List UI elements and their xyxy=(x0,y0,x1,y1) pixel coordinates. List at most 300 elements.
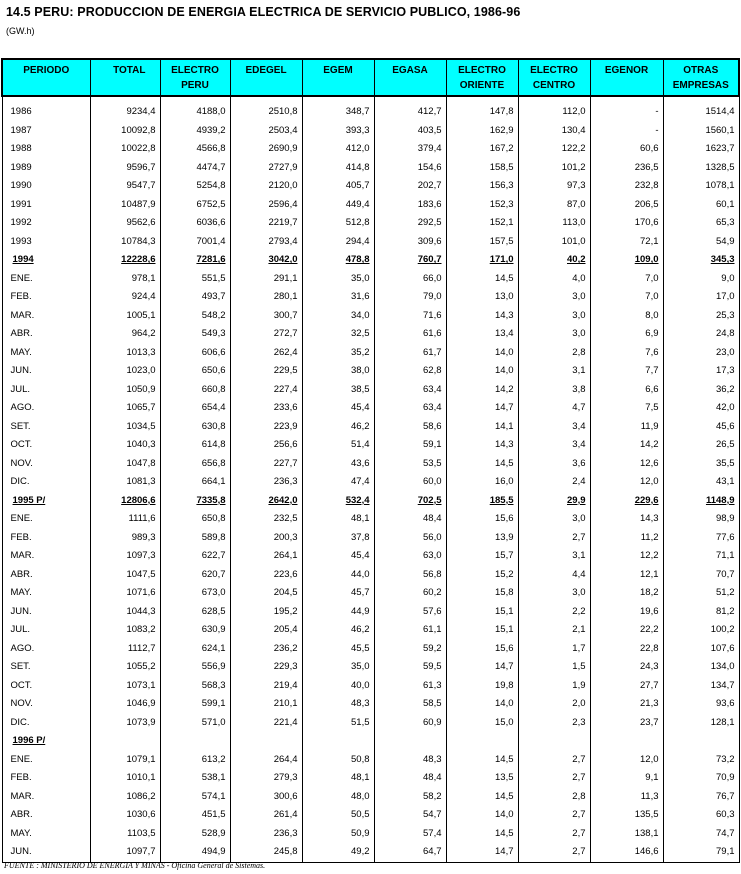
table-row xyxy=(2,788,739,807)
period-cell: NOV. xyxy=(2,455,90,474)
value-cell: 15,1 xyxy=(446,621,518,640)
value-cell: 449,4 xyxy=(302,196,374,215)
value-cell: 11,9 xyxy=(590,418,663,437)
value-cell: 4,4 xyxy=(518,566,590,585)
value-cell: 2120,0 xyxy=(230,177,302,196)
value-cell xyxy=(590,96,663,103)
table-row xyxy=(2,344,739,363)
period-cell: NOV. xyxy=(2,695,90,714)
value-cell: 300,6 xyxy=(230,788,302,807)
value-cell: 32,5 xyxy=(302,325,374,344)
value-cell: 978,1 xyxy=(90,270,160,289)
table-row xyxy=(2,325,739,344)
table-row xyxy=(2,103,739,122)
value-cell: 15,6 xyxy=(446,510,518,529)
value-cell: 512,8 xyxy=(302,214,374,233)
value-cell: 79,1 xyxy=(663,843,739,862)
value-cell: 59,1 xyxy=(374,436,446,455)
period-cell: SET. xyxy=(2,418,90,437)
period-cell: ENE. xyxy=(2,270,90,289)
value-cell: 2,3 xyxy=(518,714,590,733)
value-cell: 221,4 xyxy=(230,714,302,733)
value-cell: 48,3 xyxy=(374,751,446,770)
value-cell: 3,6 xyxy=(518,455,590,474)
value-cell: 227,7 xyxy=(230,455,302,474)
value-cell: 14,0 xyxy=(446,806,518,825)
unit-label: (GW.h) xyxy=(6,26,35,36)
value-cell: 9,1 xyxy=(590,769,663,788)
value-cell: 77,6 xyxy=(663,529,739,548)
value-cell: 14,3 xyxy=(446,307,518,326)
value-cell: 1,5 xyxy=(518,658,590,677)
value-cell: 37,8 xyxy=(302,529,374,548)
value-cell: 167,2 xyxy=(446,140,518,159)
value-cell: 70,7 xyxy=(663,566,739,585)
value-cell: 4188,0 xyxy=(160,103,230,122)
value-cell: 348,7 xyxy=(302,103,374,122)
value-cell: 3,0 xyxy=(518,325,590,344)
value-cell: 24,3 xyxy=(590,658,663,677)
value-cell: 964,2 xyxy=(90,325,160,344)
value-cell: 15,2 xyxy=(446,566,518,585)
value-cell: 101,0 xyxy=(518,233,590,252)
period-cell: 1990 xyxy=(2,177,90,196)
value-cell: 1044,3 xyxy=(90,603,160,622)
value-cell: 3,1 xyxy=(518,362,590,381)
value-cell xyxy=(663,96,739,103)
value-cell: 47,4 xyxy=(302,473,374,492)
table-row xyxy=(2,307,739,326)
value-cell: 71,1 xyxy=(663,547,739,566)
column-header-electro-centro: ELECTRO CENTRO xyxy=(518,59,590,96)
value-cell: 6752,5 xyxy=(160,196,230,215)
value-cell xyxy=(446,96,518,103)
table-row xyxy=(2,362,739,381)
value-cell: - xyxy=(590,122,663,141)
table-row xyxy=(2,843,739,862)
value-cell xyxy=(230,732,302,751)
value-cell: 147,8 xyxy=(446,103,518,122)
value-cell: 58,6 xyxy=(374,418,446,437)
value-cell: 493,7 xyxy=(160,288,230,307)
value-cell: 64,7 xyxy=(374,843,446,862)
value-cell: 38,0 xyxy=(302,362,374,381)
value-cell: 14,5 xyxy=(446,788,518,807)
period-cell: FEB. xyxy=(2,288,90,307)
value-cell: 36,2 xyxy=(663,381,739,400)
value-cell: 245,8 xyxy=(230,843,302,862)
column-header-egenor: EGENOR xyxy=(590,59,663,96)
value-cell: 14,0 xyxy=(446,344,518,363)
table-row xyxy=(2,159,739,178)
value-cell: 109,0 xyxy=(590,251,663,270)
value-cell: 551,5 xyxy=(160,270,230,289)
value-cell: 1078,1 xyxy=(663,177,739,196)
value-cell: 6036,6 xyxy=(160,214,230,233)
value-cell: 113,0 xyxy=(518,214,590,233)
value-cell: 48,1 xyxy=(302,510,374,529)
value-cell: 528,9 xyxy=(160,825,230,844)
value-cell: 2,8 xyxy=(518,788,590,807)
value-cell: 12,1 xyxy=(590,566,663,585)
value-cell: 9234,4 xyxy=(90,103,160,122)
value-cell: 13,5 xyxy=(446,769,518,788)
value-cell: 1079,1 xyxy=(90,751,160,770)
value-cell: 538,1 xyxy=(160,769,230,788)
value-cell: 7,7 xyxy=(590,362,663,381)
value-cell: 229,6 xyxy=(590,492,663,511)
value-cell: 2642,0 xyxy=(230,492,302,511)
value-cell: 152,1 xyxy=(446,214,518,233)
value-cell: 1046,9 xyxy=(90,695,160,714)
value-cell: 171,0 xyxy=(446,251,518,270)
value-cell: 34,0 xyxy=(302,307,374,326)
table-row xyxy=(2,140,739,159)
period-cell: 1992 xyxy=(2,214,90,233)
value-cell: 2,0 xyxy=(518,695,590,714)
value-cell: 14,5 xyxy=(446,825,518,844)
value-cell: 60,1 xyxy=(663,196,739,215)
value-cell: 10784,3 xyxy=(90,233,160,252)
value-cell: 1112,7 xyxy=(90,640,160,659)
table-body xyxy=(2,96,739,862)
value-cell: 6,9 xyxy=(590,325,663,344)
value-cell: 14,0 xyxy=(446,695,518,714)
value-cell: 650,8 xyxy=(160,510,230,529)
value-cell: 154,6 xyxy=(374,159,446,178)
value-cell: 656,8 xyxy=(160,455,230,474)
value-cell: 12,2 xyxy=(590,547,663,566)
value-cell: 15,8 xyxy=(446,584,518,603)
value-cell: 13,9 xyxy=(446,529,518,548)
value-cell: 16,0 xyxy=(446,473,518,492)
value-cell: 170,6 xyxy=(590,214,663,233)
value-cell: 14,2 xyxy=(590,436,663,455)
value-cell: 128,1 xyxy=(663,714,739,733)
value-cell: 44,0 xyxy=(302,566,374,585)
period-cell: FEB. xyxy=(2,529,90,548)
value-cell: 12,6 xyxy=(590,455,663,474)
value-cell: 236,3 xyxy=(230,473,302,492)
period-cell: JUL. xyxy=(2,621,90,640)
table-row xyxy=(2,806,739,825)
value-cell xyxy=(302,732,374,751)
value-cell: 292,5 xyxy=(374,214,446,233)
value-cell: 1148,9 xyxy=(663,492,739,511)
value-cell: 204,5 xyxy=(230,584,302,603)
value-cell: 60,2 xyxy=(374,584,446,603)
value-cell: 15,7 xyxy=(446,547,518,566)
value-cell: 5254,8 xyxy=(160,177,230,196)
table-row-summary xyxy=(2,251,739,270)
table-row xyxy=(2,270,739,289)
period-cell: JUN. xyxy=(2,843,90,862)
table-row xyxy=(2,233,739,252)
value-cell: 8,0 xyxy=(590,307,663,326)
value-cell: 45,4 xyxy=(302,547,374,566)
value-cell: 1083,2 xyxy=(90,621,160,640)
value-cell: 44,9 xyxy=(302,603,374,622)
column-header-periodo: PERIODO xyxy=(2,59,90,96)
source-note: FUENTE : MINISTERIO DE ENERGIA Y MINAS - Oficina General de Sistemas. xyxy=(4,861,266,870)
value-cell xyxy=(160,96,230,103)
value-cell: 393,3 xyxy=(302,122,374,141)
value-cell xyxy=(374,96,446,103)
value-cell: 27,7 xyxy=(590,677,663,696)
value-cell: 9547,7 xyxy=(90,177,160,196)
value-cell: 31,6 xyxy=(302,288,374,307)
value-cell: 17,3 xyxy=(663,362,739,381)
table-row xyxy=(2,825,739,844)
column-header-electroperu: ELECTRO PERU xyxy=(160,59,230,96)
table-row xyxy=(2,196,739,215)
value-cell: 14,7 xyxy=(446,399,518,418)
value-cell: 46,2 xyxy=(302,621,374,640)
value-cell: 9562,6 xyxy=(90,214,160,233)
period-cell: JUN. xyxy=(2,603,90,622)
period-cell: SET. xyxy=(2,658,90,677)
value-cell: 1040,3 xyxy=(90,436,160,455)
value-cell: 630,9 xyxy=(160,621,230,640)
value-cell: 548,2 xyxy=(160,307,230,326)
value-cell: 1023,0 xyxy=(90,362,160,381)
period-cell: MAR. xyxy=(2,307,90,326)
value-cell: 1034,5 xyxy=(90,418,160,437)
period-cell: 1989 xyxy=(2,159,90,178)
table-row xyxy=(2,714,739,733)
value-cell: 76,7 xyxy=(663,788,739,807)
value-cell: 15,1 xyxy=(446,603,518,622)
value-cell: 13,4 xyxy=(446,325,518,344)
value-cell: 1,7 xyxy=(518,640,590,659)
value-cell: 2,7 xyxy=(518,769,590,788)
value-cell: 1111,6 xyxy=(90,510,160,529)
value-cell: 71,6 xyxy=(374,307,446,326)
value-cell: 35,2 xyxy=(302,344,374,363)
value-cell: 1050,9 xyxy=(90,381,160,400)
value-cell: 48,1 xyxy=(302,769,374,788)
value-cell: 223,9 xyxy=(230,418,302,437)
value-cell: 185,5 xyxy=(446,492,518,511)
table-row xyxy=(2,658,739,677)
value-cell: 3,4 xyxy=(518,418,590,437)
value-cell: 3,0 xyxy=(518,288,590,307)
table-row xyxy=(2,677,739,696)
value-cell: 38,5 xyxy=(302,381,374,400)
value-cell: 79,0 xyxy=(374,288,446,307)
value-cell: 50,9 xyxy=(302,825,374,844)
value-cell xyxy=(374,732,446,751)
value-cell: 122,2 xyxy=(518,140,590,159)
value-cell: 1013,3 xyxy=(90,344,160,363)
value-cell: 624,1 xyxy=(160,640,230,659)
value-cell: 12228,6 xyxy=(90,251,160,270)
value-cell: 223,6 xyxy=(230,566,302,585)
table-row xyxy=(2,381,739,400)
value-cell: 14,7 xyxy=(446,658,518,677)
value-cell: 61,1 xyxy=(374,621,446,640)
period-cell: FEB. xyxy=(2,769,90,788)
value-cell: 1514,4 xyxy=(663,103,739,122)
value-cell: 51,5 xyxy=(302,714,374,733)
value-cell: 7001,4 xyxy=(160,233,230,252)
value-cell: 56,0 xyxy=(374,529,446,548)
value-cell: 18,2 xyxy=(590,584,663,603)
period-cell: DIC. xyxy=(2,473,90,492)
value-cell: 9,0 xyxy=(663,270,739,289)
value-cell: 35,0 xyxy=(302,270,374,289)
value-cell: 4,7 xyxy=(518,399,590,418)
value-cell: 599,1 xyxy=(160,695,230,714)
column-header-electro-oriente: ELECTRO ORIENTE xyxy=(446,59,518,96)
value-cell xyxy=(90,732,160,751)
period-cell: ABR. xyxy=(2,566,90,585)
value-cell: 63,4 xyxy=(374,399,446,418)
value-cell: 414,8 xyxy=(302,159,374,178)
value-cell: 4939,2 xyxy=(160,122,230,141)
value-cell: 29,9 xyxy=(518,492,590,511)
value-cell: 45,5 xyxy=(302,640,374,659)
value-cell: 14,5 xyxy=(446,751,518,770)
value-cell: 62,8 xyxy=(374,362,446,381)
value-cell: 51,4 xyxy=(302,436,374,455)
value-cell xyxy=(160,732,230,751)
value-cell: 11,2 xyxy=(590,529,663,548)
value-cell: 59,2 xyxy=(374,640,446,659)
table-row xyxy=(2,436,739,455)
value-cell: 58,2 xyxy=(374,788,446,807)
value-cell: 1073,9 xyxy=(90,714,160,733)
value-cell: 1086,2 xyxy=(90,788,160,807)
value-cell: 63,0 xyxy=(374,547,446,566)
value-cell: 494,9 xyxy=(160,843,230,862)
value-cell xyxy=(663,732,739,751)
period-cell: MAY. xyxy=(2,825,90,844)
value-cell: 3042,0 xyxy=(230,251,302,270)
period-cell: MAR. xyxy=(2,547,90,566)
value-cell: 4474,7 xyxy=(160,159,230,178)
value-cell: 2793,4 xyxy=(230,233,302,252)
table-row xyxy=(2,177,739,196)
value-cell: 702,5 xyxy=(374,492,446,511)
value-cell: 3,4 xyxy=(518,436,590,455)
value-cell: 3,0 xyxy=(518,584,590,603)
value-cell xyxy=(230,96,302,103)
value-cell: 10022,8 xyxy=(90,140,160,159)
value-cell: 152,3 xyxy=(446,196,518,215)
value-cell: 2510,8 xyxy=(230,103,302,122)
value-cell: 40,0 xyxy=(302,677,374,696)
value-cell: 3,8 xyxy=(518,381,590,400)
value-cell: 556,9 xyxy=(160,658,230,677)
value-cell: 14,1 xyxy=(446,418,518,437)
value-cell: 14,3 xyxy=(446,436,518,455)
value-cell: 57,4 xyxy=(374,825,446,844)
table-row xyxy=(2,455,739,474)
period-cell: 1991 xyxy=(2,196,90,215)
period-cell: MAY. xyxy=(2,584,90,603)
value-cell: 138,1 xyxy=(590,825,663,844)
value-cell: 63,4 xyxy=(374,381,446,400)
value-cell: 451,5 xyxy=(160,806,230,825)
value-cell: 1005,1 xyxy=(90,307,160,326)
value-cell: 7,0 xyxy=(590,288,663,307)
value-cell: 54,9 xyxy=(663,233,739,252)
value-cell: 574,1 xyxy=(160,788,230,807)
value-cell: 54,7 xyxy=(374,806,446,825)
value-cell: 568,3 xyxy=(160,677,230,696)
value-cell: 2,4 xyxy=(518,473,590,492)
value-cell: - xyxy=(590,103,663,122)
value-cell: 98,9 xyxy=(663,510,739,529)
value-cell: 48,4 xyxy=(374,769,446,788)
period-cell: 1993 xyxy=(2,233,90,252)
value-cell: 14,5 xyxy=(446,270,518,289)
value-cell: 19,8 xyxy=(446,677,518,696)
table-row xyxy=(2,288,739,307)
value-cell: 232,8 xyxy=(590,177,663,196)
column-header-total: TOTAL xyxy=(90,59,160,96)
value-cell: 2727,9 xyxy=(230,159,302,178)
value-cell: 22,2 xyxy=(590,621,663,640)
table-row xyxy=(2,399,739,418)
value-cell: 87,0 xyxy=(518,196,590,215)
value-cell: 1,9 xyxy=(518,677,590,696)
value-cell: 2,2 xyxy=(518,603,590,622)
period-cell: ABR. xyxy=(2,806,90,825)
period-cell: ABR. xyxy=(2,325,90,344)
value-cell: 613,2 xyxy=(160,751,230,770)
value-cell: 345,3 xyxy=(663,251,739,270)
value-cell: 654,4 xyxy=(160,399,230,418)
value-cell: 51,2 xyxy=(663,584,739,603)
value-cell xyxy=(518,732,590,751)
value-cell: 60,9 xyxy=(374,714,446,733)
period-cell xyxy=(2,96,90,103)
value-cell: 26,5 xyxy=(663,436,739,455)
value-cell: 45,4 xyxy=(302,399,374,418)
table-row-summary xyxy=(2,732,739,751)
table-row xyxy=(2,584,739,603)
value-cell: 232,5 xyxy=(230,510,302,529)
value-cell: 42,0 xyxy=(663,399,739,418)
value-cell: 229,3 xyxy=(230,658,302,677)
page-title: 14.5 PERU: PRODUCCION DE ENERGIA ELECTRICA DE SERVICIO PUBLICO, 1986-96 xyxy=(6,5,521,19)
period-cell: 1987 xyxy=(2,122,90,141)
value-cell: 10092,8 xyxy=(90,122,160,141)
value-cell: 23,0 xyxy=(663,344,739,363)
value-cell: 7281,6 xyxy=(160,251,230,270)
value-cell: 24,8 xyxy=(663,325,739,344)
value-cell: 53,5 xyxy=(374,455,446,474)
value-cell: 59,5 xyxy=(374,658,446,677)
value-cell: 43,1 xyxy=(663,473,739,492)
value-cell: 14,3 xyxy=(590,510,663,529)
value-cell: 195,2 xyxy=(230,603,302,622)
table-row-spacer xyxy=(2,96,739,103)
table-row xyxy=(2,510,739,529)
value-cell: 3,1 xyxy=(518,547,590,566)
period-cell: DIC. xyxy=(2,714,90,733)
value-cell: 72,1 xyxy=(590,233,663,252)
value-cell: 25,3 xyxy=(663,307,739,326)
value-cell: 589,8 xyxy=(160,529,230,548)
value-cell: 70,9 xyxy=(663,769,739,788)
period-cell: OCT. xyxy=(2,436,90,455)
value-cell: 12,0 xyxy=(590,751,663,770)
period-cell: JUN. xyxy=(2,362,90,381)
value-cell: 2,8 xyxy=(518,344,590,363)
